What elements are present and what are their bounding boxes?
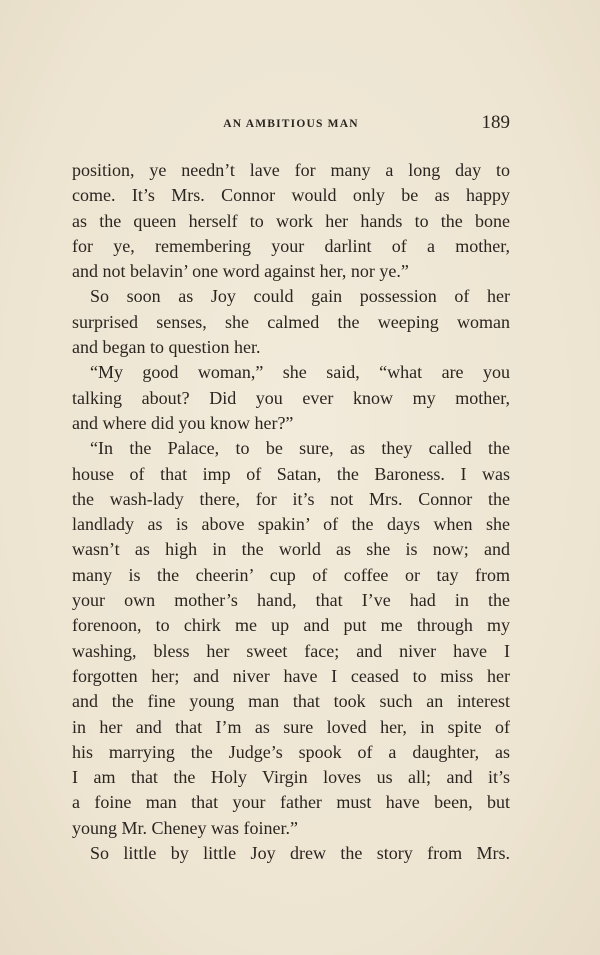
text-line: come. It’s Mrs. Connor would only be as happy: [72, 185, 510, 206]
text-line: and began to question her.: [72, 337, 261, 358]
text-line: position, ye needn’t lave for many a long day to: [72, 160, 510, 180]
body-text: [72, 158, 510, 866]
text-line: his marrying the Judge’s spook of a daughter, as: [72, 741, 510, 762]
paragraph: [72, 158, 510, 284]
page-number: 189: [481, 112, 510, 133]
text-line: “In the Palace, to be sure, as they called the: [90, 438, 510, 459]
text-line: many is the cheerin’ cup of coffee or tay from: [72, 564, 510, 585]
text-line: young Mr. Cheney was foiner.”: [72, 817, 298, 838]
chapter-title: AN AMBITIOUS MAN: [223, 118, 359, 130]
text-line: and the fine young man that took such an interest: [72, 691, 510, 712]
paragraph: [72, 284, 510, 360]
paragraph: [72, 360, 510, 436]
text-line: washing, bless her sweet face; and niver have I: [72, 640, 510, 661]
text-line: talking about? Did you ever know my mother,: [72, 387, 510, 408]
text-line: So soon as Joy could gain possession of her: [90, 286, 510, 307]
text-line: and where did you know her?”: [72, 412, 294, 433]
text-line: the wash-lady there, for it’s not Mrs. Connor the: [72, 488, 510, 509]
paragraph: [72, 841, 510, 866]
text-line: landlady as is above spakin’ of the days when she: [72, 514, 510, 535]
text-line: as the queen herself to work her hands to the bone: [72, 210, 510, 231]
text-line: your own mother’s hand, that I’ve had in the: [72, 590, 510, 611]
text-line: forgotten her; and niver have I ceased to miss her: [72, 665, 510, 686]
text-line: surprised senses, she calmed the weeping woman: [72, 311, 510, 332]
text-line: house of that imp of Satan, the Baroness. I was: [72, 463, 510, 484]
text-line: a foine man that your father must have been, but: [72, 792, 510, 813]
running-head: [72, 112, 510, 136]
text-line: for ye, remembering your darlint of a mother,: [72, 235, 510, 256]
text-line: I am that the Holy Virgin loves us all; and it’s: [72, 767, 510, 788]
text-line: “My good woman,” she said, “what are you: [90, 362, 510, 383]
text-line: So little by little Joy drew the story from Mrs.: [90, 843, 510, 864]
text-line: forenoon, to chirk me up and put me through my: [72, 615, 510, 636]
text-line: wasn’t as high in the world as she is now; and: [72, 539, 510, 560]
text-line: in her and that I’m as sure loved her, in spite of: [72, 716, 510, 737]
text-line: and not belavin’ one word against her, nor ye.”: [72, 261, 409, 282]
paragraph: [72, 436, 510, 841]
